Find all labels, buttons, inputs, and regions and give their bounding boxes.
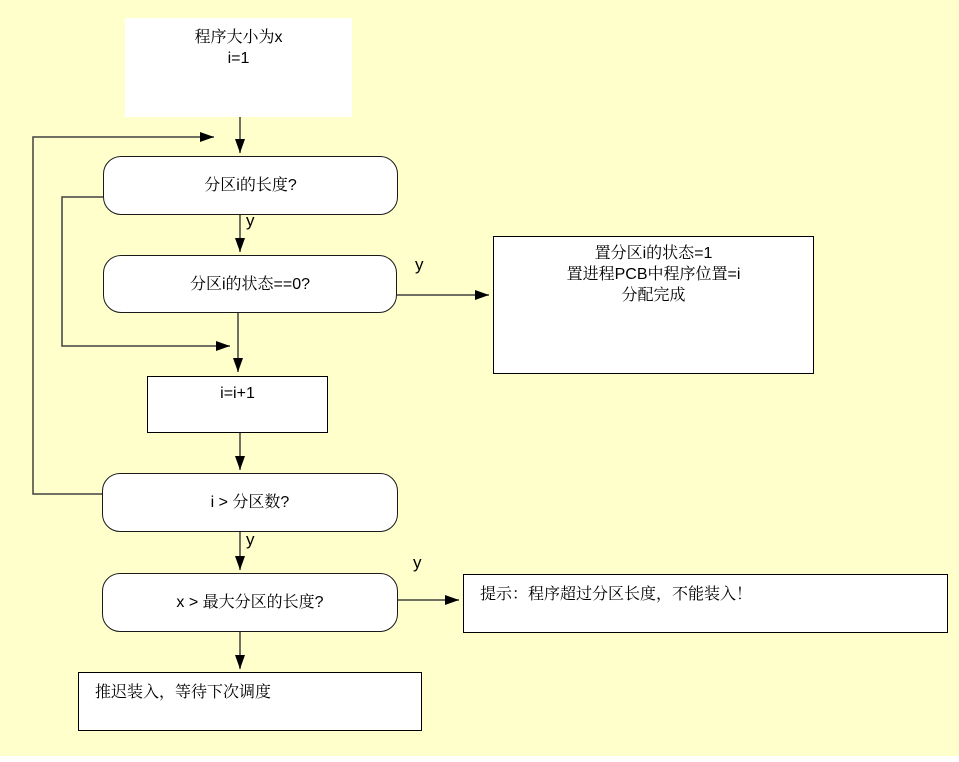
edge-label-max-yes: y: [413, 553, 422, 572]
increment-node-label: i=i+1: [220, 385, 255, 402]
error-message-node: [463, 574, 948, 633]
error-message-label: 提示：程序超过分区长度，不能装入！: [480, 586, 753, 603]
assign-partition-line3: 分配完成: [621, 287, 686, 304]
edge-label-status-yes: y: [415, 255, 424, 274]
assign-partition-line2: 置进程PCB中程序位置=i: [566, 266, 741, 283]
defer-node: [78, 672, 422, 731]
assign-partition-line1: 置分区i的状态=1: [594, 245, 713, 262]
decision-partition-count: [102, 473, 398, 532]
increment-node: [147, 376, 328, 433]
decision-max-partition: [102, 573, 398, 632]
decision-partition-length-label: 分区i的长度?: [204, 177, 297, 194]
defer-node-label: 推迟装入，等待下次调度: [95, 684, 272, 701]
decision-max-partition-label: x > 最大分区的长度?: [176, 594, 324, 611]
edge-label-length-yes: y: [246, 211, 255, 230]
start-node: [125, 18, 352, 117]
bottom-strip: [0, 756, 959, 762]
start-node-line1: 程序大小为x: [194, 29, 283, 46]
assign-partition-node: [493, 236, 814, 374]
edge-label-count-yes: y: [246, 530, 255, 549]
decision-partition-length: [103, 156, 398, 215]
start-node-line2: i=1: [227, 50, 250, 67]
decision-partition-count-label: i > 分区数?: [210, 494, 290, 511]
decision-partition-status: [103, 255, 397, 313]
decision-partition-status-label: 分区i的状态==0?: [189, 275, 311, 293]
